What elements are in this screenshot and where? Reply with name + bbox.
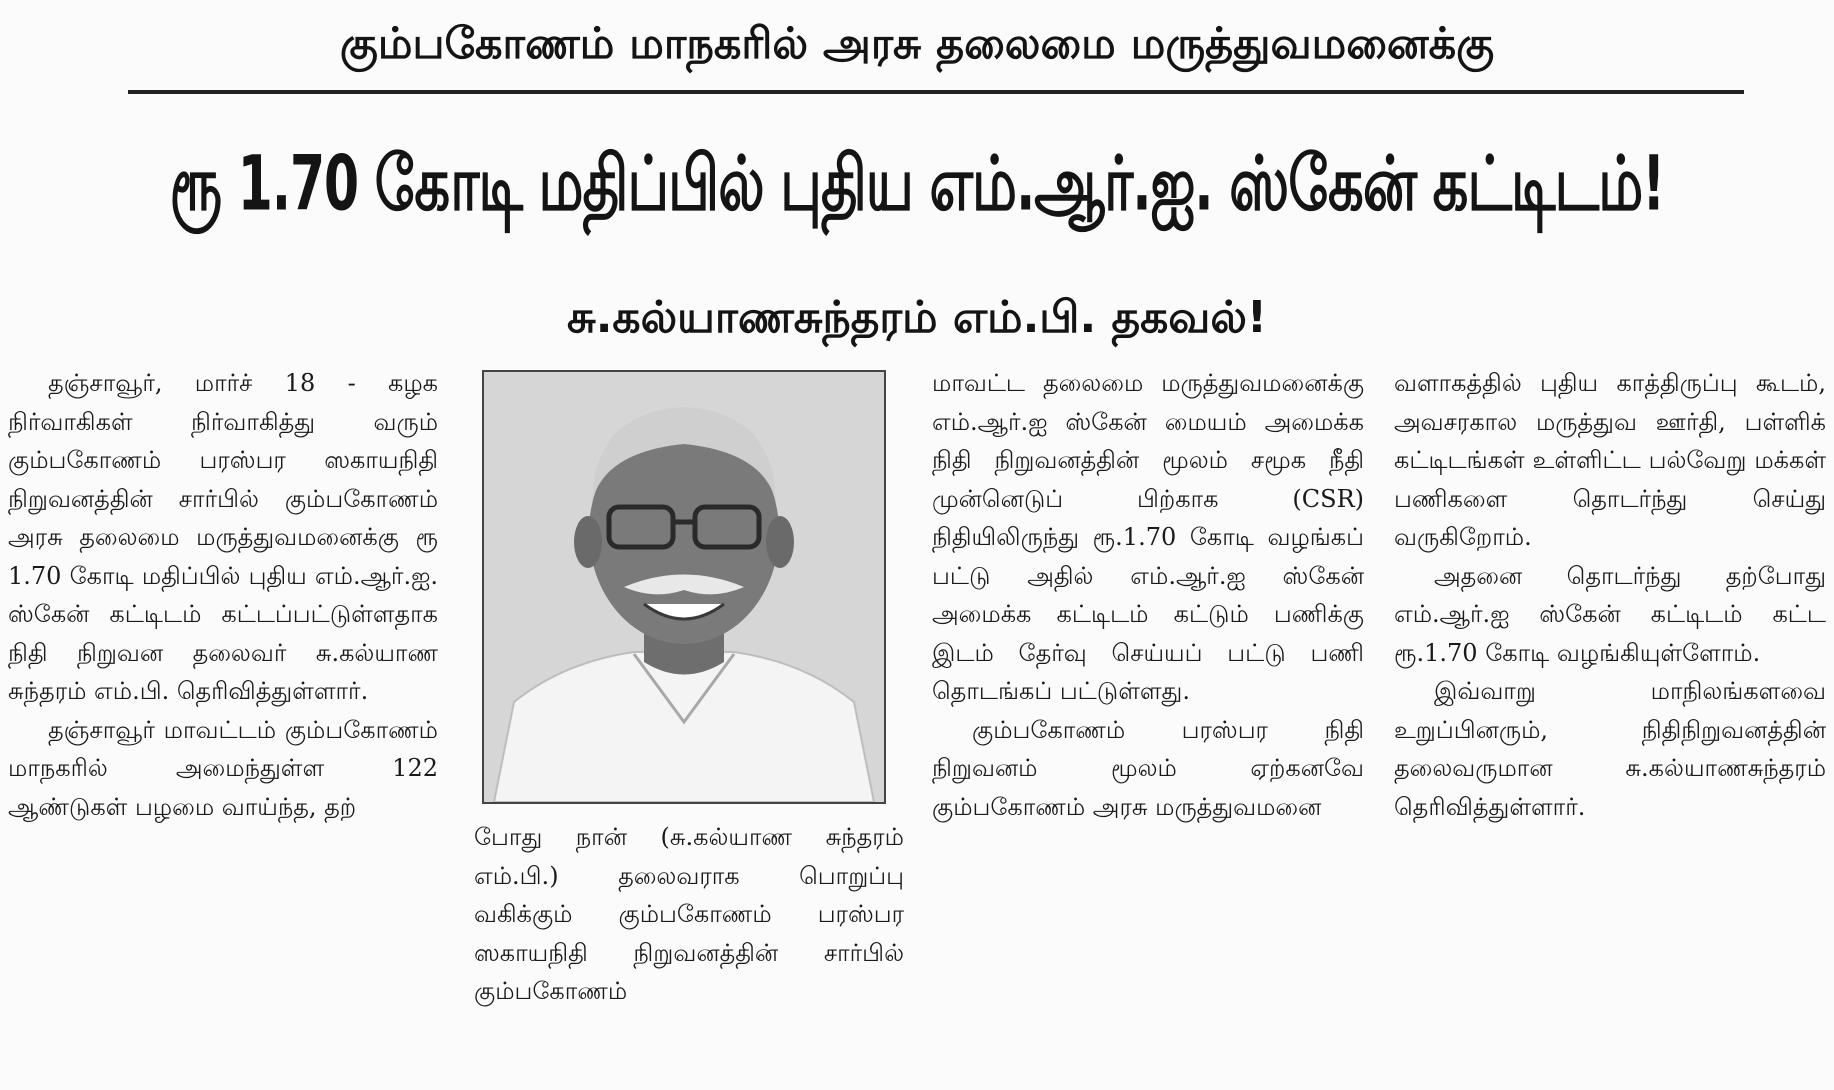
- portrait-photo: [482, 370, 886, 804]
- portrait-illustration: [484, 372, 884, 802]
- col4-paragraph-1: வளாகத்தில் புதிய காத்திருப்பு கூடம், அவசரகால மருத்துவ ஊர்தி, பள்ளிக் கட்டிடங்கள் உள்ளிட்ட பல்வேறு மக்கள் பணிகளை தொடர்ந்து செய்து வருகிறோம்.: [1394, 369, 1826, 551]
- col2-paragraph-1: போது நான் (சு.கல்யாண சுந்தரம் எம்.பி.) தலைவராக பொறுப்பு வகிக்கும் கும்பகோணம் பரஸ்பர ஸகாயநிதி நிறுவனத்தின் சார்பில் கும்பகோணம்: [474, 823, 904, 1005]
- col4-paragraph-3: இவ்வாறு மாநிலங்களவை உறுப்பினரும், நிதிநிறுவனத்தின் தலைவருமான சு.கல்யாணசுந்தரம் தெரிவித்துள்ளார்.: [1394, 677, 1826, 821]
- col3-paragraph-2: கும்பகோணம் பரஸ்பர நிதி நிறுவனம் மூலம் ஏற்கனவே கும்பகோணம் அரசு மருத்துவமனை: [932, 715, 1364, 821]
- kicker-headline: கும்பகோணம் மாநகரில் அரசு தலைமை மருத்துவமனைக்கு: [339, 19, 1495, 69]
- kicker-underline: [128, 90, 1744, 94]
- article-column-2: [474, 818, 904, 1086]
- col3-paragraph-1: மாவட்ட தலைமை மருத்துவமனைக்கு எம்.ஆர்.ஐ ஸ்கேன் மையம் அமைக்க நிதி நிறுவனத்தின் மூலம் சமூக நீதி முன்னெடுப் பிற்காக (CSR) நிதியிலிருந்து ரூ.1.70 கோடி வழங்கப் பட்டு அதில் எம்.ஆர்.ஐ ஸ்கேன் அமைக்க கட்டிடம் கட்டும் பணிக்கு இடம் தேர்வு செய்யப் பட்டு பணி தொடங்கப் பட்டுள்ளது.: [932, 369, 1364, 705]
- col1-paragraph-1: தஞ்சாவூர், மார்ச் 18 - கழக நிர்வாகிகள் நிர்வாகித்து வரும் கும்பகோணம் பரஸ்பர ஸகாயநிதி நிறுவனத்தின் சார்பில் கும்பகோணம் அரசு தலைமை மருத்துவமனைக்கு ரூ 1.70 கோடி மதிப்பில் புதிய எம்.ஆர்.ஐ. ஸ்கேன் கட்டிடம் கட்டப்பட்டுள்ளதாக நிதி நிறுவன தலைவர் சு.கல்யாண சுந்தரம் எம்.பி. தெரிவித்துள்ளார்.: [8, 369, 438, 705]
- col4-paragraph-2: அதனை தொடர்ந்து தற்போது எம்.ஆர்.ஐ ஸ்கேன் கட்டிடம் கட்ட ரூ.1.70 கோடி வழங்கியுள்ளோம்.: [1394, 561, 1826, 667]
- main-headline: ரூ 1.70 கோடி மதிப்பில் புதிய எம்.ஆர்.ஐ. ஸ்கேன் கட்டிடம்!: [169, 140, 1665, 229]
- subheadline: சு.கல்யாணசுந்தரம் எம்.பி. தகவல்!: [567, 292, 1267, 343]
- article-column-4: [1394, 364, 1826, 1084]
- col1-paragraph-2: தஞ்சாவூர் மாவட்டம் கும்பகோணம் மாநகரில் அமைந்துள்ள 122 ஆண்டுகள் பழமை வாய்ந்த, தற்: [8, 715, 438, 821]
- article-column-3: [932, 364, 1364, 1084]
- article-column-1: [8, 364, 438, 1084]
